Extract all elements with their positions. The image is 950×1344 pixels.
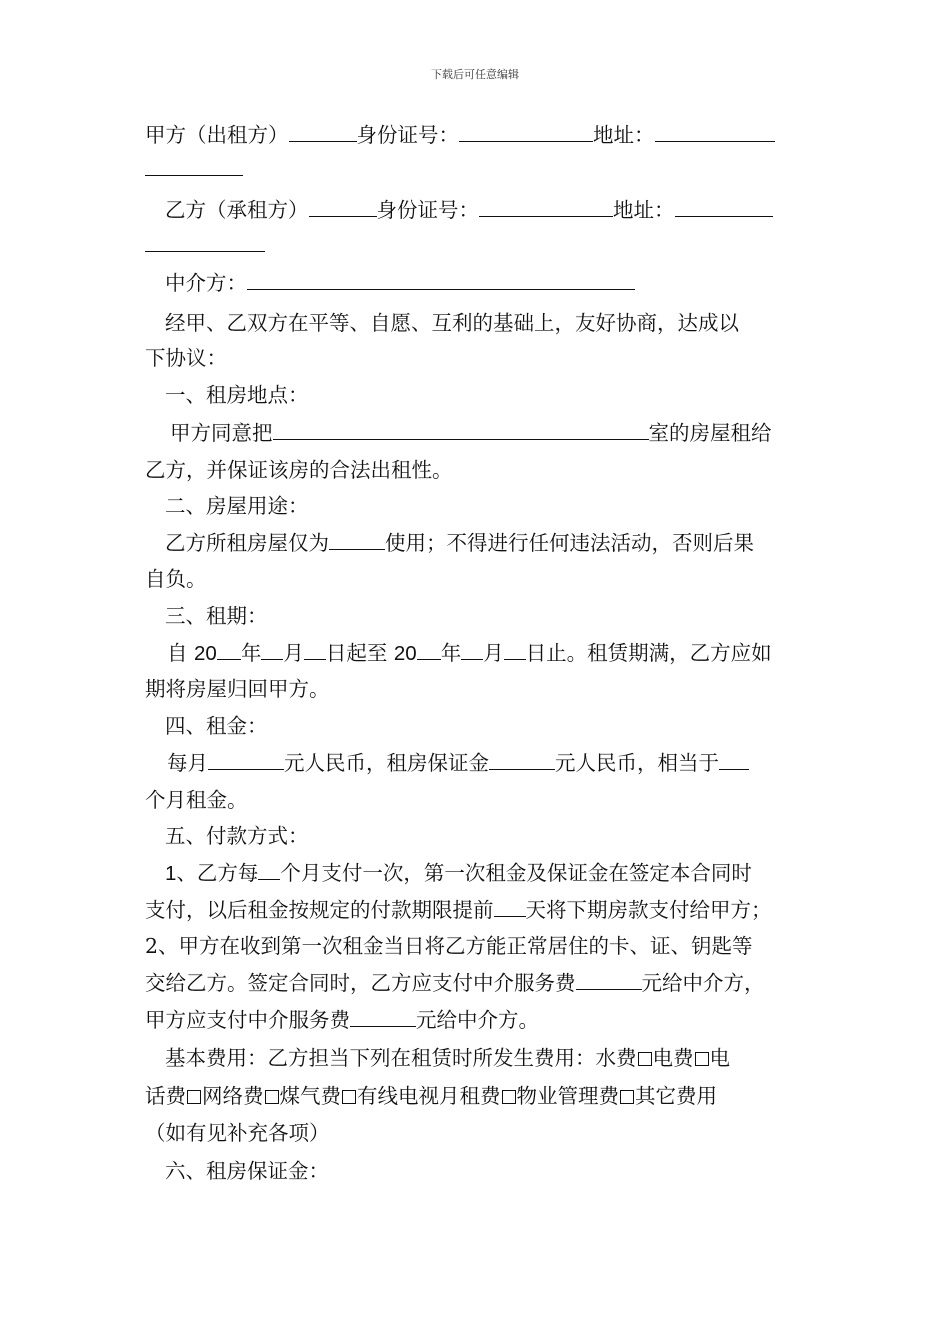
section-1-line-2: 乙方，并保证该房的合法出租性。: [145, 458, 453, 482]
section-2-line-1: [165, 530, 754, 556]
usage-blank: [329, 530, 385, 550]
party-a-label: 甲方（出租方）: [145, 123, 289, 147]
section-2-prefix: 乙方所租房屋仅为: [165, 531, 329, 555]
electric-checkbox[interactable]: [638, 1052, 652, 1066]
section-3-line-2: 期将房屋归回甲方。: [145, 677, 330, 701]
deposit-blank: [489, 750, 555, 770]
party-b-address-cont: [145, 232, 265, 258]
tenant-fee-label: 交给乙方。签定合同时，乙方应支付中介服务费: [145, 971, 576, 995]
section-4-title: 四、租金：: [165, 714, 268, 738]
section-5-p2-line-1: 2、甲方在收到第一次租金当日将乙方能正常居住的卡、证、钥匙等: [145, 934, 753, 958]
section-2-title: 二、房屋用途：: [165, 494, 309, 518]
monthly-label: 每月: [167, 751, 208, 775]
network-label: 网络费: [202, 1084, 264, 1108]
payment-clause-1-rest: 个月支付一次，第一次租金及保证金在签定本合同时: [280, 861, 752, 885]
gas-label: 煤气费: [279, 1084, 341, 1108]
intro-line-2: 下协议：: [145, 346, 227, 370]
room-blank: [273, 420, 649, 440]
landlord-fee-suffix: 元给中介方。: [416, 1008, 539, 1032]
fees-note: （如有见补充各项）: [145, 1121, 330, 1145]
end-month-label: 月: [483, 641, 504, 665]
advance-days-blank: [494, 897, 526, 917]
end-year-blank: [417, 640, 441, 660]
start-year-prefix: 20: [194, 642, 217, 665]
other-label: 其它费用: [635, 1084, 717, 1108]
section-1-line-1: [170, 420, 772, 446]
property-label: 物业管理费: [516, 1084, 619, 1108]
party-b-address-label: 地址：: [613, 198, 675, 222]
start-day-blank: [304, 640, 326, 660]
equivalent-label: 元人民币，相当于: [555, 751, 719, 775]
phone-checkbox[interactable]: [695, 1052, 709, 1066]
start-month-label: 月: [283, 641, 304, 665]
network-checkbox[interactable]: [187, 1090, 201, 1104]
party-b-id-label: 身份证号：: [376, 198, 479, 222]
section-4-line-1: [167, 750, 749, 776]
party-a-name-blank: [289, 122, 357, 142]
section-6-title: 六、租房保证金：: [165, 1159, 329, 1183]
section-5-p2-line-2: [145, 970, 765, 996]
party-a-id-blank: [459, 122, 593, 142]
party-b-address-blank: [675, 197, 773, 217]
start-year-blank: [217, 640, 241, 660]
electric-label: 电费: [652, 1046, 694, 1070]
party-a-line: [145, 122, 775, 148]
agent-label: 中介方：: [165, 271, 247, 295]
monthly-rent-blank: [208, 750, 284, 770]
fees-prefix: 基本费用：乙方担当下列在租赁时所发生费用：水费: [165, 1046, 637, 1070]
start-year-label: 年: [240, 641, 262, 665]
section-3-line-1: [167, 640, 772, 667]
section-3-title: 三、租期：: [165, 604, 268, 628]
section-5-p1-line-2: [145, 897, 772, 923]
phone-label-end: 话费: [145, 1084, 186, 1108]
payment-clause-1-end: 天将下期房款支付给甲方；: [525, 898, 772, 922]
section-5-p1-line-1: [165, 860, 752, 887]
end-month-blank: [461, 640, 483, 660]
property-checkbox[interactable]: [502, 1090, 516, 1104]
payment-months-blank: [258, 860, 280, 880]
months-blank: [719, 750, 749, 770]
section-1-suffix: 室的房屋租给: [648, 421, 772, 445]
agent-line: [165, 270, 635, 296]
party-a-address-label: 地址：: [593, 123, 655, 147]
cable-checkbox[interactable]: [342, 1090, 356, 1104]
landlord-agent-fee-blank: [350, 1007, 416, 1027]
payment-clause-1-cont: 支付，以后租金按规定的付款期限提前: [145, 898, 494, 922]
section-1-title: 一、租房地点：: [165, 383, 309, 407]
section-5-p2-line-3: [145, 1007, 539, 1033]
party-a-id-label: 身份证号：: [356, 123, 459, 147]
party-b-line: [165, 197, 773, 223]
agent-blank: [247, 270, 635, 290]
end-day-blank: [504, 640, 526, 660]
party-a-address-blank: [655, 122, 775, 142]
party-b-label: 乙方（承租方）: [165, 198, 309, 222]
tenant-agent-fee-blank: [576, 970, 642, 990]
start-month-blank: [261, 640, 283, 660]
gas-checkbox[interactable]: [265, 1090, 279, 1104]
landlord-fee-label: 甲方应支付中介服务费: [145, 1008, 350, 1032]
start-day-label: 日起至: [325, 641, 394, 665]
party-b-id-blank: [479, 197, 613, 217]
deposit-label: 元人民币，租房保证金: [284, 751, 489, 775]
term-from: 自: [167, 641, 195, 665]
other-checkbox[interactable]: [620, 1090, 634, 1104]
intro-line-1: 经甲、乙双方在平等、自愿、互利的基础上，友好协商，达成以: [165, 311, 739, 335]
party-a-address-blank-2: [145, 156, 243, 176]
party-a-address-cont: [145, 156, 243, 182]
page-header: 下载后可任意编辑: [431, 68, 519, 81]
party-b-address-blank-2: [145, 232, 265, 252]
end-year-prefix: 20: [393, 642, 417, 665]
cable-label: 有线电视月租费: [357, 1084, 501, 1108]
tenant-fee-suffix: 元给中介方，: [641, 971, 765, 995]
section-2-line-2: 自负。: [145, 567, 207, 591]
fees-line-2: [145, 1083, 717, 1109]
fees-line-1: [165, 1045, 730, 1071]
party-b-name-blank: [309, 197, 377, 217]
payment-clause-1-start: 1、乙方每: [165, 862, 259, 885]
end-year-label: 年: [440, 641, 462, 665]
phone-label-start: 电: [709, 1046, 730, 1070]
end-day-label: 日止。租赁期满，乙方应如: [525, 641, 772, 665]
section-1-prefix: 甲方同意把: [170, 421, 273, 445]
section-4-line-2: 个月租金。: [145, 788, 248, 812]
section-2-suffix: 使用；不得进行任何违法活动，否则后果: [385, 531, 754, 555]
section-5-title: 五、付款方式：: [165, 824, 309, 848]
